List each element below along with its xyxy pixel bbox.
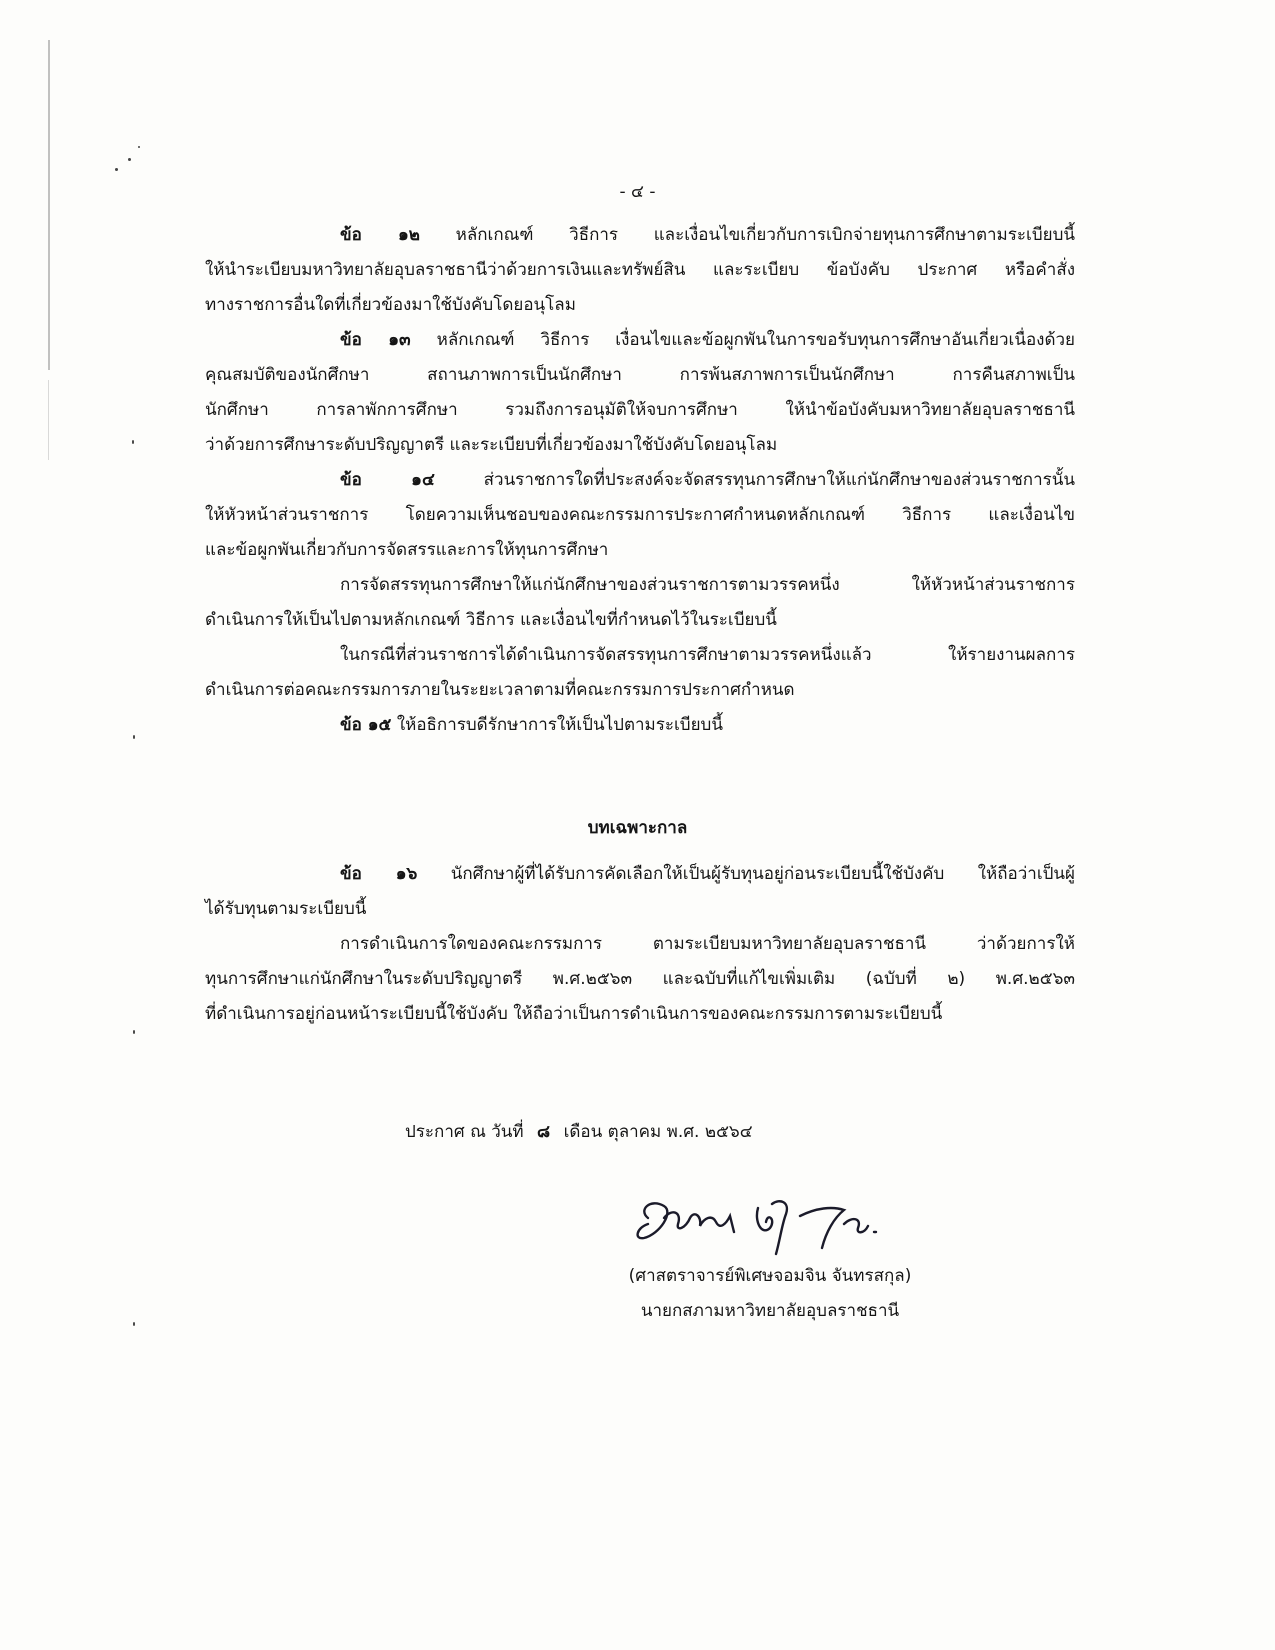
speck (132, 440, 134, 444)
announcement-date: ประกาศ ณ วันที่ ๘ เดือน ตุลาคม พ.ศ. ๒๕๖๔ (405, 1122, 753, 1142)
scan-edge-mark (48, 40, 50, 370)
signatory-name: (ศาสตราจารย์พิเศษจอมจิน จันทรสกุล) (628, 1266, 912, 1286)
body-line: ได้รับทุนตามระเบียบนี้ (205, 899, 367, 919)
speck (115, 168, 118, 171)
handwritten-signature (630, 1188, 900, 1260)
clause-14-line-1: ข้อ ๑๔ ส่วนราชการใดที่ประสงค์จะจัดสรรทุนการศึกษาให้แก่นักศึกษาของส่วนราชการนั้น (340, 470, 1075, 490)
body-line: นักศึกษา การลาพักการศึกษา รวมถึงการอนุมัติให้จบการศึกษา ให้นำข้อบังคับมหาวิทยาลัยอุบลราชธานี (205, 400, 1075, 420)
body-line: คุณสมบัติของนักศึกษา สถานภาพการเป็นนักศึกษา การพ้นสภาพการเป็นนักศึกษา การคืนสภาพเป็น (205, 365, 1075, 385)
body-line: การดำเนินการใดของคณะกรรมการ ตามระเบียบมหาวิทยาลัยอุบลราชธานี ว่าด้วยการให้ (340, 934, 1075, 954)
body-line: ให้นำระเบียบมหาวิทยาลัยอุบลราชธานีว่าด้วยการเงินและทรัพย์สิน และระเบียบ ข้อบังคับ ประกาศ หรือคำสั่ง (205, 260, 1075, 280)
speck (133, 1322, 135, 1326)
body-line: และข้อผูกพันเกี่ยวกับการจัดสรรและการให้ทุนการศึกษา (205, 540, 609, 560)
speck (138, 146, 140, 148)
scan-edge-mark (48, 380, 49, 460)
transitional-provisions-heading: บทเฉพาะกาล (587, 818, 688, 838)
speck (133, 1030, 135, 1034)
body-line: ดำเนินการต่อคณะกรรมการภายในระยะเวลาตามที่คณะกรรมการประกาศกำหนด (205, 680, 795, 700)
body-line: ทางราชการอื่นใดที่เกี่ยวข้องมาใช้บังคับโดยอนุโลม (205, 295, 576, 315)
clause-13-line-1: ข้อ ๑๓ หลักเกณฑ์ วิธีการ เงื่อนไขและข้อผูกพันในการขอรับทุนการศึกษาอันเกี่ยวเนื่องด้วย (340, 330, 1076, 350)
page-number: - ๔ - (619, 182, 656, 202)
clause-15-line-1: ข้อ ๑๕ ให้อธิการบดีรักษาการให้เป็นไปตามระเบียบนี้ (340, 715, 723, 735)
clause-16-line-1: ข้อ ๑๖ นักศึกษาผู้ที่ได้รับการคัดเลือกให้เป็นผู้รับทุนอยู่ก่อนระเบียบนี้ใช้บังคับ ให้ถือว่าเป็นผู้ (340, 864, 1075, 884)
body-line: ที่ดำเนินการอยู่ก่อนหน้าระเบียบนี้ใช้บังคับ ให้ถือว่าเป็นการดำเนินการของคณะกรรมการตามระเบียบนี้ (205, 1004, 943, 1024)
clause-15-label: ข้อ ๑๕ (340, 715, 392, 735)
body-line: ในกรณีที่ส่วนราชการได้ดำเนินการจัดสรรทุนการศึกษาตามวรรคหนึ่งแล้ว ให้รายงานผลการ (340, 645, 1075, 665)
body-line: ให้หัวหน้าส่วนราชการ โดยความเห็นชอบของคณะกรรมการประกาศกำหนดหลักเกณฑ์ วิธีการ และเงื่อนไข (205, 505, 1075, 525)
body-line: ว่าด้วยการศึกษาระดับปริญญาตรี และระเบียบที่เกี่ยวข้องมาใช้บังคับโดยอนุโลม (205, 435, 778, 455)
body-line: ทุนการศึกษาแก่นักศึกษาในระดับปริญญาตรี พ.ศ.๒๕๖๓ และฉบับที่แก้ไขเพิ่มเติม (ฉบับที่ ๒) พ.ศ.๒๕๖๓ (205, 969, 1075, 989)
clause-12-label: ข้อ ๑๒ (340, 225, 420, 245)
clause-14-label: ข้อ ๑๔ (340, 470, 435, 490)
body-line: การจัดสรรทุนการศึกษาให้แก่นักศึกษาของส่วนราชการตามวรรคหนึ่ง ให้หัวหน้าส่วนราชการ (340, 575, 1075, 595)
clause-16-label: ข้อ ๑๖ (340, 864, 418, 884)
speck (133, 735, 135, 739)
clause-12-line-1: ข้อ ๑๒ หลักเกณฑ์ วิธีการ และเงื่อนไขเกี่ยวกับการเบิกจ่ายทุนการศึกษาตามระเบียบนี้ (340, 225, 1075, 245)
date-day: ๘ (537, 1122, 551, 1142)
speck (128, 158, 131, 161)
body-line: ดำเนินการให้เป็นไปตามหลักเกณฑ์ วิธีการ และเงื่อนไขที่กำหนดไว้ในระเบียบนี้ (205, 610, 777, 630)
clause-13-label: ข้อ ๑๓ (340, 330, 411, 350)
signatory-title: นายกสภามหาวิทยาลัยอุบลราชธานี (640, 1301, 900, 1321)
